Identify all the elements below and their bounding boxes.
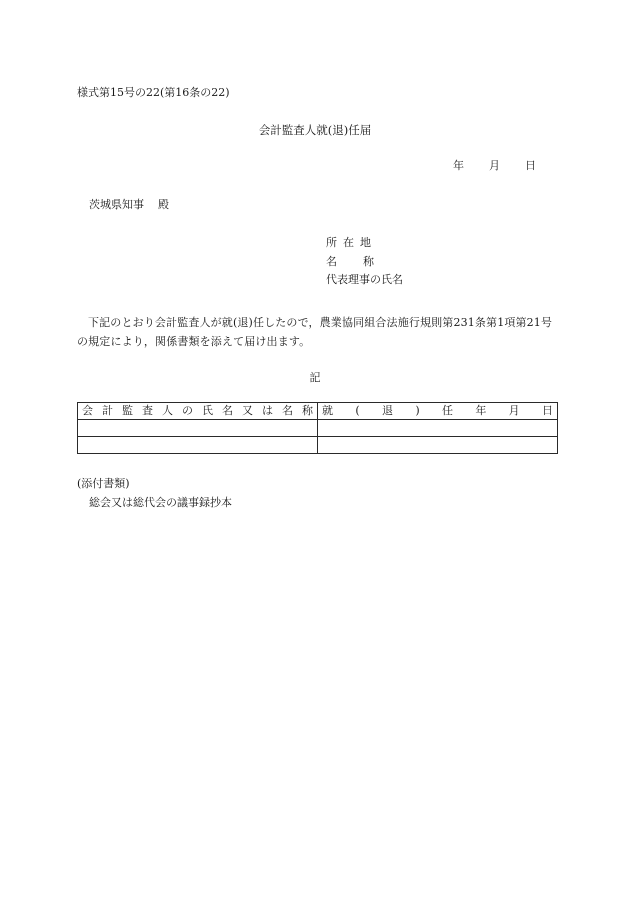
header-appointment-date-char: ( [355,404,360,418]
header-auditor-name-char: 会 [82,404,93,418]
date-year-label: 年 [453,159,464,172]
sender-address-label: 所在地 [326,236,377,249]
table-header-row [78,403,558,420]
addressee-honorific: 殿 [158,198,169,211]
attachment-item: 総会又は総代会の議事録抄本 [89,496,232,509]
header-auditor-name-char: 氏 [202,404,213,418]
header-auditor-name-char: 称 [302,404,313,418]
header-appointment-date-char: 月 [508,404,520,418]
header-appointment-date-char: 就 [322,404,333,418]
table-row [78,437,558,454]
body-paragraph: 下記のとおり会計監査人が就(退)任したので，農業協同組合法施行規則第231条第1項第21号の規定により，関係書類を添えて届け出ます。 [77,316,553,348]
header-auditor-name-char: 又 [242,404,253,418]
header-appointment-date-char: 退 [381,404,393,418]
header-auditor-name-char: 人 [162,404,173,418]
ki-label: 記 [309,371,321,384]
header-appointment-date-char: ) [415,404,420,418]
addressee-name: 茨城県知事 [89,198,144,211]
sender-name-label [326,255,374,269]
header-auditor-name [78,403,318,420]
auditor-name-cell[interactable] [78,437,318,454]
header-auditor-name-char: 計 [102,404,113,418]
header-appointment-date-char: 年 [475,404,487,418]
header-appointment-date-char: 任 [441,404,453,418]
date-day-label: 日 [525,159,536,172]
header-auditor-name-char: 名 [282,404,293,418]
date-month-label: 月 [489,159,500,172]
addressee [89,198,169,212]
record-table [77,402,558,454]
auditor-name-cell[interactable] [78,420,318,437]
header-appointment-date-char: 日 [542,404,553,418]
header-auditor-name-char: の [182,404,193,418]
sender-name-label-part1: 名 [326,255,337,268]
sender-name-label-part2: 称 [363,255,374,268]
header-auditor-name-char: 名 [222,404,233,418]
header-auditor-name-char: 監 [122,404,133,418]
form-number: 様式第15号の22(第16条の22) [77,86,230,99]
table-row [78,420,558,437]
document-title: 会計監査人就(退)任届 [258,123,372,137]
attachments-heading: (添付書類) [77,477,130,490]
appointment-date-cell[interactable] [318,420,558,437]
date-line [453,159,536,173]
header-auditor-name-char: 査 [142,404,153,418]
sender-representative-label: 代表理事の氏名 [326,273,403,286]
header-auditor-name-char: は [262,404,273,418]
appointment-date-cell[interactable] [318,437,558,454]
header-appointment-date [318,403,558,420]
